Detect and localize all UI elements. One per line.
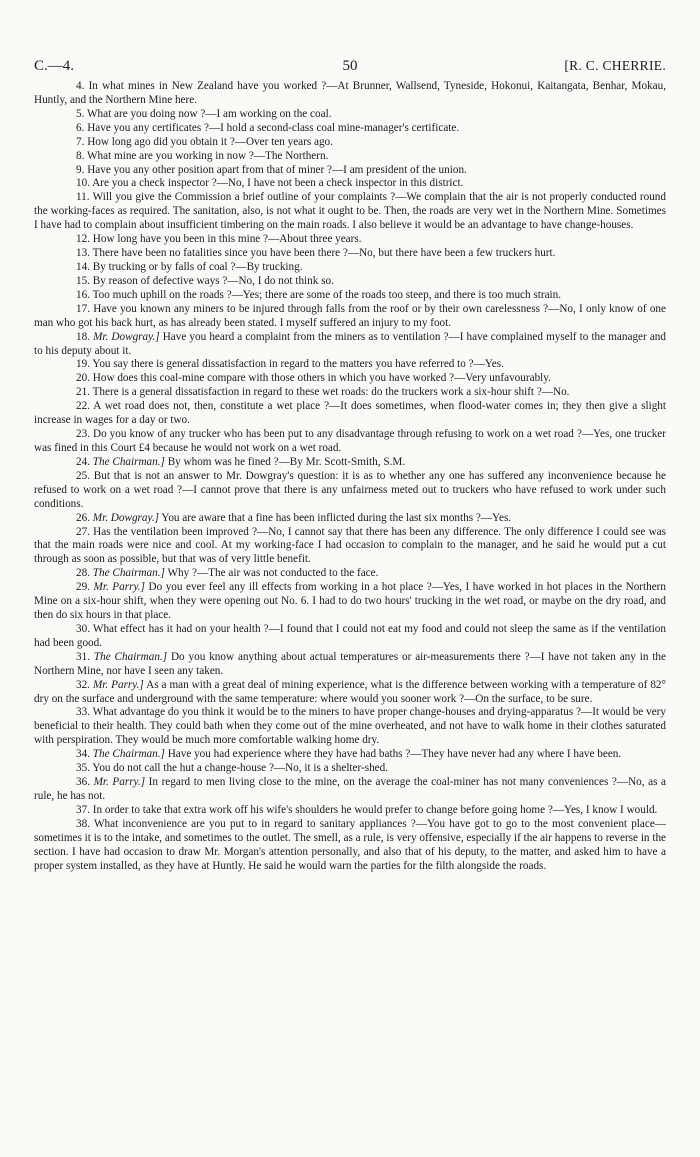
speaker-name: The Chairman.] [93,650,168,663]
testimony-paragraph: 16. Too much uphill on the roads ?—Yes; there are some of the roads too steep, and there is too much strain. [76,288,562,301]
testimony-paragraph [34,581,666,623]
paragraph-text: You are aware that a fine has been inflicted during the last six months ?—Yes. [158,511,512,524]
testimony-paragraph: 17. Have you known any miners to be injured through falls from the roof or by their own carelessness ?—No, I only know of one man who got his back hurt, as has already been stated. I myself suffered an injury to my foot. [34,302,666,329]
testimony-paragraph: 4. In what mines in New Zealand have you worked ?—At Brunner, Wallsend, Tyneside, Hokonui, Kaitangata, Benhar, Mokau, Huntly, and the Northern Mine here. [34,80,666,106]
testimony-paragraph: 14. By trucking or by falls of coal ?—By trucking. [76,260,303,273]
question-number: 32. [76,678,93,691]
testimony-paragraph [34,748,666,762]
question-number: 18. [76,330,94,343]
testimony-body [34,80,666,874]
question-number: 31. [76,650,94,663]
testimony-paragraph: 23. Do you know of any trucker who has been put to any disadvantage through refusing to work on a wet road ?—Yes, one trucker was fined in this Court £4 because he would not work on a wet road. [34,428,666,454]
testimony-paragraph: 37. In order to take that extra work off his wife's shoulders he would prefer to change before going home ?—Yes, I know I would. [76,803,658,816]
speaker-name: The Chairman.] [92,455,165,468]
testimony-paragraph [34,456,666,470]
testimony-paragraph: 21. There is a general dissatisfaction in regard to these wet roads: do the truckers work a six-hour shift ?—No. [76,386,570,399]
testimony-paragraph: 8. What mine are you working in now ?—The Northern. [76,149,329,162]
testimony-paragraph [34,512,666,526]
page-number: 50 [342,58,358,74]
speaker-name: The Chairman.] [92,567,165,580]
question-number: 24. [76,455,93,468]
testimony-paragraph: 13. There have been no fatalities since you have been there ?—No, but there have been a few truckers hurt. [76,247,556,260]
document-reference: C.—4. [34,58,75,74]
speaker-name: Mr. Parry.] [93,776,146,789]
paragraph-text: Have you had experience where they have had baths ?—They have never had any where I have been. [164,748,622,761]
testimony-paragraph: 30. What effect has it had on your health ?—I found that I could not eat my food and could not sleep the same as if the ventilation had been good. [34,622,666,649]
speaker-name: The Chairman.] [92,748,165,761]
testimony-paragraph: 20. How does this coal-mine compare with those others in which you have worked ?—Very unfavourably. [76,372,551,385]
paragraph-text: Have you heard a complaint from the miners as to ventilation ?—I have complained myself to the manager and to his deputy about it. [34,330,666,357]
testimony-paragraph: 9. Have you any other position apart from that of miner ?—I am president of the union. [76,163,467,176]
question-number: 29. [76,581,94,594]
testimony-paragraph: 6. Have you any certificates ?—I hold a second-class coal mine-manager's certificate. [76,121,460,134]
paragraph-text: Do you know anything about actual temperatures or air-measurements there ?—I have not taken any in the Northern Mine, nor have I seen any taken. [34,650,666,677]
question-number: 28. [76,567,93,580]
speaker-name: Mr. Parry.] [93,581,145,594]
testimony-paragraph: 19. You say there is general dissatisfaction in regard to the matters you have referred to ?—Yes. [76,358,504,371]
paragraph-text: Do you ever feel any ill effects from working in a hot place ?—Yes, I have worked in hot places in the Northern Mine on a six-hour shift, when they were opening out No. 6. I had to do two hours' trucking in the wet road, or maybe on the dry road, and then do six hours in that place. [34,581,666,622]
speaker-name: Mr. Parry.] [92,678,144,691]
page-header [34,58,666,82]
question-number: 26. [76,511,93,524]
testimony-paragraph: 27. Has the ventilation been improved ?—No, I cannot say that there has been any difference. The only difference I could see was that the main roads were nice and cool. At my working-face I had occasion to complain to the manager, and he said he would put a cut through as soon as possible, but that was of very little benefit. [34,525,666,566]
testimony-paragraph [34,331,666,359]
testimony-paragraph: 38. What inconvenience are you put to in regard to sanitary appliances ?—You have got to go to the most convenient place—sometimes it is to the intake, and sometimes to the outlet. The smell, as a rule, is very offensive, especially if the air happens to reverse in the section. I have had occasion to draw Mr. Morgan's attention personally, and also that of his deputy, to the matter, and asked him to have a proper system installed, as they have at Huntly. He said he would warn the parties for the filth alongside the roads. [34,817,666,872]
paragraph-text: By whom was he fined ?—By Mr. Scott-Smith, S.M. [164,455,406,468]
testimony-paragraph: 33. What advantage do you think it would be to the miners to have proper change-houses and drying-apparatus ?—It would be very beneficial to their health. They could bath when they come out of the mine overheated, and not have to walk home in their clothes saturated with perspiration. They would be much more comfortable walking home dry. [34,706,666,747]
testimony-paragraph [34,776,666,804]
testimony-paragraph: 5. What are you doing now ?—I am working on the coal. [76,107,332,120]
paragraph-text: As a man with a great deal of mining experience, what is the difference between working with a temperature of 82° dry on the surface and underground with the same temperature: where would you sooner work ?—On the surface, to be sure. [34,678,666,705]
paragraph-text: Why ?—The air was not conducted to the face. [164,567,379,580]
testimony-paragraph [34,651,666,679]
question-number: 34. [76,748,93,761]
paragraph-text: In regard to men living close to the mine, on the average the coal-miner has not many conveniences ?—No, as a rule, he has not. [34,776,667,803]
testimony-paragraph: 15. By reason of defective ways ?—No, I do not think so. [76,274,334,287]
speaker-name: Mr. Dowgray.] [93,330,160,343]
testimony-paragraph: 12. How long have you been in this mine ?—About three years. [76,233,362,246]
testimony-paragraph: 35. You do not call the hut a change-house ?—No, it is a shelter-shed. [76,762,389,775]
testimony-paragraph: 7. How long ago did you obtain it ?—Over ten years ago. [76,135,333,148]
testimony-paragraph [34,679,666,707]
testimony-paragraph: 10. Are you a check inspector ?—No, I have not been a check inspector in this district. [76,177,464,190]
testimony-paragraph: 22. A wet road does not, then, constitute a wet place ?—It does sometimes, when flood-water comes in; they then give a slight increase in wages for a day or two. [34,400,666,427]
witness-name: [R. C. CHERRIE. [564,58,666,73]
testimony-paragraph [34,567,666,581]
testimony-paragraph: 11. Will you give the Commission a brief outline of your complaints ?—We complain that the air is not properly conducted round the working-faces as required. The sanitation, also, is not what it ought to be. Then, the roads are very wet in the Northern Mine. Sometimes I have had to complain about insufficient timbering on the main roads. I also believe it would be an advantage to have change-houses. [34,191,666,232]
speaker-name: Mr. Dowgray.] [92,511,159,524]
question-number: 36. [76,776,94,789]
testimony-paragraph: 25. But that is not an answer to Mr. Dowgray's question: it is as to whether any one has suffered any inconvenience because he refused to work on a wet road ?—I cannot prove that there is any unfairness meted out to truckers who have refused to work under such conditions. [34,469,666,510]
